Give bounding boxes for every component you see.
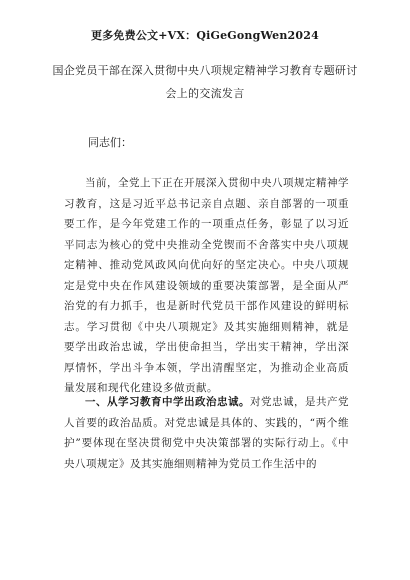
paragraph-intro: 当前，全党上下正在开展深入贯彻中央八项规定精神学习教育，这是习近平总书记亲自点题、亲自部署的一项重要工作，是今年党建工作的一项重点任务，彰显了以习近平同志为核心的党中央推动全党锲而不舍落实中央八项规定精神、推动党风政风向优向好的坚定决心。中央八项规定是党中央在作风建设领域的重要决策部署，是全面从严治党的有力抓手，也是新时代党员干部作风建设的鲜明标志。学习贯彻《中央八项规定》及其实施细则精神，就是要学出政治忠诚，学出使命担当，学出实干精神，学出深厚情怀，学出斗争本领，学出清醒坚定，为推动企业高质量发展和现代化建设多做贡献。 bbox=[64, 177, 349, 394]
paragraph-section-1 bbox=[64, 392, 349, 474]
promo-header: 更多免费公文+VX：QiGeGongWen2024 bbox=[91, 29, 319, 42]
section-1-text: 对党忠诚，是共产党人首要的政治品质。对党忠诚是具体的、实践的，“两个维护”要体现在坚决贯彻党中央决策部署的实际行动上。《中央八项规定》及其实施细则精神为党员工作生活中的 bbox=[64, 396, 349, 470]
document-title: 国企党员干部在深入贯彻中央八项规定精神学习教育专题研讨会上的交流发言 bbox=[52, 64, 358, 100]
section-1-heading: 一、从学习教育中学出政治忠诚。 bbox=[85, 396, 250, 408]
greeting: 同志们： bbox=[88, 136, 132, 149]
